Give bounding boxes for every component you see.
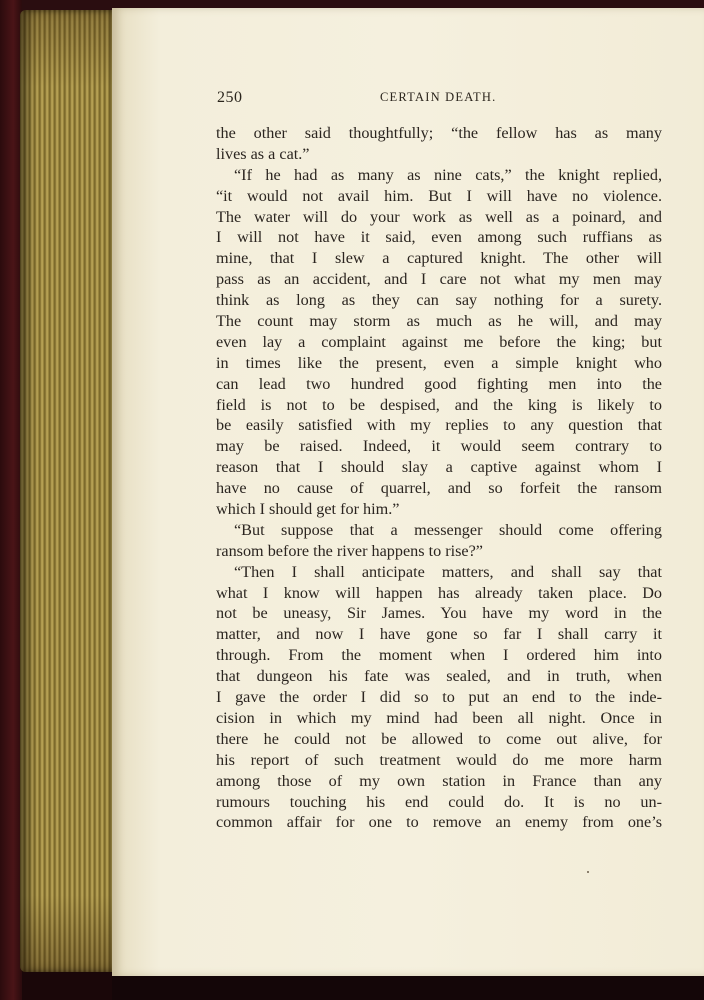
text-line: common affair for one to remove an enemy from one’s bbox=[216, 813, 662, 832]
text-line: I will not have it said, even among such ruffians as bbox=[216, 228, 662, 247]
text-line: the other said thoughtfully; “the fellow has as many bbox=[216, 124, 662, 142]
text-line: can lead two hundred good fighting men into the bbox=[216, 374, 662, 393]
text-line: may be raised. Indeed, it would seem contrary to bbox=[216, 437, 662, 456]
page-edges bbox=[20, 10, 114, 972]
text-line: among those of my own station in France than any bbox=[216, 771, 662, 790]
text-line: matter, and now I have gone so far I shall carry it bbox=[216, 625, 662, 644]
text-line: field is not to be despised, and the king is likely to bbox=[216, 395, 662, 414]
paper-speck bbox=[587, 871, 589, 873]
text-line: “If he had as many as nine cats,” the knight replied, bbox=[234, 165, 662, 184]
page-bottom-shadow bbox=[112, 976, 704, 1000]
text-line: his report of such treatment would do me more harm bbox=[216, 750, 662, 769]
book-cover-edge bbox=[0, 0, 22, 1000]
text-line: “Then I shall anticipate matters, and shall say that bbox=[234, 562, 662, 581]
text-line: I gave the order I did so to put an end to the inde- bbox=[216, 688, 662, 707]
text-line: lives as a cat.” bbox=[216, 144, 310, 163]
running-head: CERTAIN DEATH. bbox=[380, 90, 497, 104]
text-line: what I know will happen has already taken place. Do bbox=[216, 583, 662, 602]
page-number: 250 bbox=[217, 89, 243, 106]
text-line: cision in which my mind had been all night. Once in bbox=[216, 708, 662, 727]
text-line: “it would not avail him. But I will have no violence. bbox=[216, 186, 662, 205]
text-line: mine, that I slew a captured knight. The other will bbox=[216, 249, 662, 268]
text-line: not be uneasy, Sir James. You have my word in the bbox=[216, 604, 662, 623]
text-line: The count may storm as much as he will, and may bbox=[216, 312, 662, 331]
text-line: reason that I should slay a captive against whom I bbox=[216, 458, 662, 477]
text-line: pass as an accident, and I care not what my men may bbox=[216, 270, 662, 289]
text-line: there he could not be allowed to come out alive, for bbox=[216, 729, 662, 748]
text-line: ransom before the river happens to rise?” bbox=[216, 541, 483, 560]
text-line: even lay a complaint against me before the king; but bbox=[216, 332, 662, 351]
text-line: think as long as they can say nothing for a surety. bbox=[216, 291, 662, 310]
text-line: have no cause of quarrel, and so forfeit the ransom bbox=[216, 479, 662, 498]
page-header bbox=[217, 89, 662, 111]
text-line: that dungeon his fate was sealed, and in truth, when bbox=[216, 667, 662, 686]
text-line: “But suppose that a messenger should come offering bbox=[234, 520, 662, 539]
text-line: in times like the present, even a simple knight who bbox=[216, 353, 662, 372]
body-text bbox=[216, 123, 662, 833]
text-line: which I should get for him.” bbox=[216, 500, 400, 519]
text-line: be easily satisfied with my replies to any question that bbox=[216, 416, 662, 435]
text-line: through. From the moment when I ordered him into bbox=[216, 646, 662, 665]
text-line: rumours touching his end could do. It is no un- bbox=[216, 792, 662, 811]
text-line: The water will do your work as well as a poinard, and bbox=[216, 207, 662, 226]
